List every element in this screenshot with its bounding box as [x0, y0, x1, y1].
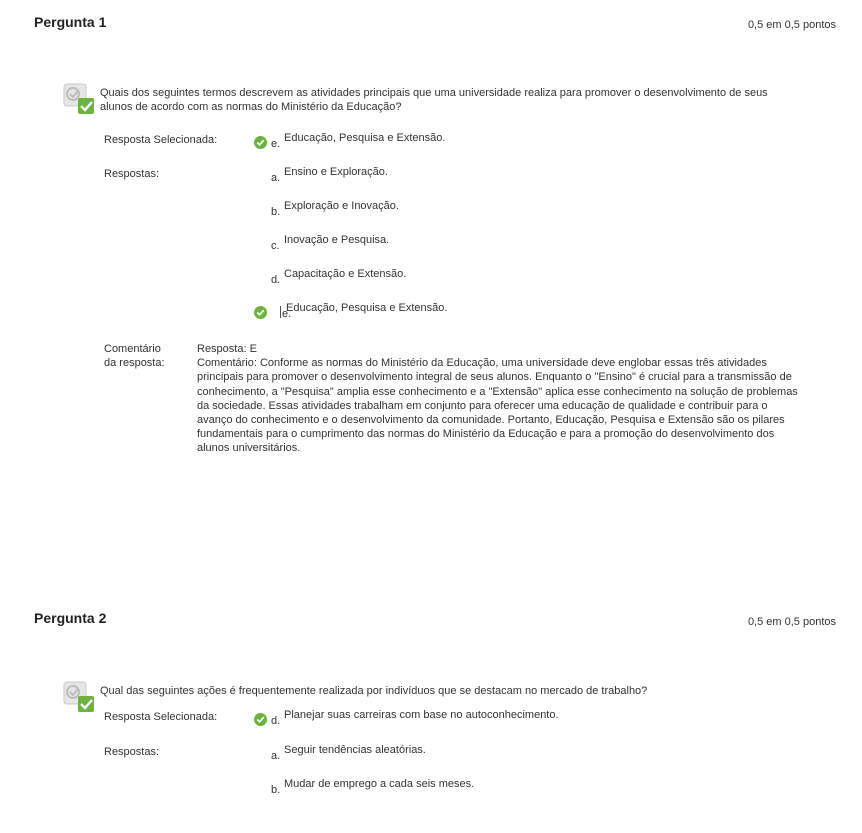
answers-label: Respostas: [104, 168, 160, 180]
answer-text: Planejar suas carreiras com base no autoconhecimento. [284, 709, 559, 721]
check-circle-icon [254, 136, 267, 149]
question-1-title: Pergunta 1 [34, 14, 107, 30]
question-correct-icon [62, 82, 98, 118]
answer-text: Exploração e Inovação. [284, 200, 399, 212]
answer-text: Educação, Pesquisa e Extensão. [286, 302, 448, 314]
answer-text: Inovação e Pesquisa. [284, 234, 390, 246]
answer-text: Mudar de emprego a cada seis meses. [284, 778, 475, 790]
answer-text: Seguir tendências aleatórias. [284, 744, 426, 756]
comment-answer: Resposta: E [197, 343, 257, 355]
comment-text: Comentário: Conforme as normas do Ministério da Educação, uma universidade deve englobar essas três atividades principais para promover o desenvolvimento integral de seus alunos. Enquanto o "Ensino" é crucial para a transmissão de conhecimento, a "Pesquisa" amplia esse conhecimento e a "Extensão" aplica esse conhecimento na solução de problemas da sociedade. Essas atividades trabalham em conjunto para oferecer uma educação de qualidade e contribuir para o avanço do conhecimento e o desenvolvimento da comunidade. Portanto, Educação, Pesquisa e Extensão são os pilares fundamentais para o cumprimento das normas do Ministério da Educação e para a promoção do desenvolvimento dos alunos universitários. [197, 357, 798, 455]
comment-label [104, 342, 184, 370]
answer-option [254, 744, 814, 764]
answer-letter: d. [271, 274, 281, 286]
comment-label-line-2: da resposta: [104, 357, 165, 369]
question-1-score: 0,5 em 0,5 pontos [747, 19, 836, 31]
answer-letter: e. [282, 308, 292, 320]
answer-option-correct [254, 302, 814, 322]
selected-answer [254, 709, 814, 729]
question-2-score: 0,5 em 0,5 pontos [747, 616, 836, 628]
selected-answer-label: Resposta Selecionada: [104, 134, 218, 146]
comment-label-line-1: Comentário [104, 343, 161, 355]
selected-answer [254, 132, 814, 152]
selected-answer-label: Resposta Selecionada: [104, 711, 218, 723]
answers-label: Respostas: [104, 746, 160, 758]
separator [280, 306, 281, 318]
answer-text: Educação, Pesquisa e Extensão. [284, 132, 446, 144]
answer-letter: b. [271, 206, 281, 218]
answer-option [254, 778, 814, 798]
answer-letter: a. [271, 172, 281, 184]
question-1-text: Quais dos seguintes termos descrevem as atividades principais que uma universidade realiza para promover o desenvolvimento de seus alunos de acordo com as normas do Ministério da Educação? [100, 87, 768, 113]
answer-letter: b. [271, 784, 281, 796]
answer-text: Capacitação e Extensão. [284, 268, 407, 280]
answer-option [254, 234, 814, 254]
answer-letter: c. [271, 240, 280, 252]
check-circle-icon [254, 713, 267, 726]
answer-letter: a. [271, 750, 281, 762]
answer-letter: e. [271, 138, 281, 150]
answer-text: Ensino e Exploração. [284, 166, 388, 178]
check-circle-icon [254, 306, 267, 319]
answer-option [254, 268, 814, 288]
question-2-title: Pergunta 2 [34, 610, 107, 626]
answer-letter: d. [271, 715, 281, 727]
answer-option [254, 166, 814, 186]
comment-body [197, 342, 802, 456]
answer-option [254, 200, 814, 220]
question-2-text: Qual das seguintes ações é frequentemente realizada por indivíduos que se destacam no mercado de trabalho? [100, 685, 648, 697]
question-correct-icon [62, 680, 98, 716]
